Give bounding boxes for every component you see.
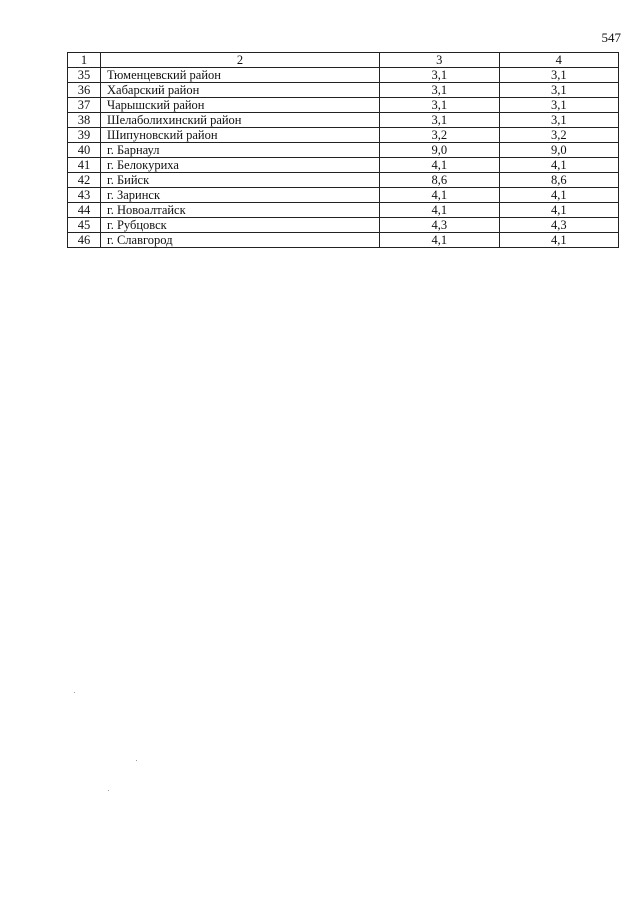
value-col-3: 9,0 xyxy=(380,143,500,158)
table-row xyxy=(68,128,619,143)
scan-speck xyxy=(108,790,109,791)
district-name: г. Рубцовск xyxy=(101,218,380,233)
table-body xyxy=(68,68,619,248)
value-col-4: 9,0 xyxy=(499,143,619,158)
scan-speck xyxy=(74,692,75,693)
scan-speck xyxy=(136,760,137,761)
district-name: г. Барнаул xyxy=(101,143,380,158)
value-col-4: 4,1 xyxy=(499,188,619,203)
row-number: 43 xyxy=(68,188,101,203)
value-col-3: 4,3 xyxy=(380,218,500,233)
data-table xyxy=(67,52,619,248)
row-number: 36 xyxy=(68,83,101,98)
table-row xyxy=(68,233,619,248)
row-number: 35 xyxy=(68,68,101,83)
district-name: Шипуновский район xyxy=(101,128,380,143)
table-row xyxy=(68,68,619,83)
value-col-4: 4,1 xyxy=(499,158,619,173)
value-col-4: 3,1 xyxy=(499,113,619,128)
row-number: 37 xyxy=(68,98,101,113)
value-col-4: 3,1 xyxy=(499,68,619,83)
value-col-4: 3,2 xyxy=(499,128,619,143)
row-number: 45 xyxy=(68,218,101,233)
column-header: 4 xyxy=(499,53,619,68)
value-col-3: 4,1 xyxy=(380,233,500,248)
value-col-4: 4,1 xyxy=(499,203,619,218)
district-name: Хабарский район xyxy=(101,83,380,98)
column-header: 1 xyxy=(68,53,101,68)
value-col-3: 4,1 xyxy=(380,203,500,218)
value-col-4: 3,1 xyxy=(499,83,619,98)
value-col-3: 3,1 xyxy=(380,68,500,83)
value-col-3: 4,1 xyxy=(380,158,500,173)
row-number: 44 xyxy=(68,203,101,218)
row-number: 42 xyxy=(68,173,101,188)
district-name: г. Бийск xyxy=(101,173,380,188)
page-number: 547 xyxy=(601,30,621,45)
district-name: г. Новоалтайск xyxy=(101,203,380,218)
district-name: Тюменцевский район xyxy=(101,68,380,83)
column-header: 3 xyxy=(380,53,500,68)
row-number: 41 xyxy=(68,158,101,173)
row-number: 40 xyxy=(68,143,101,158)
table-row xyxy=(68,98,619,113)
value-col-4: 8,6 xyxy=(499,173,619,188)
value-col-3: 3,1 xyxy=(380,98,500,113)
table-row xyxy=(68,83,619,98)
value-col-4: 4,3 xyxy=(499,218,619,233)
value-col-4: 4,1 xyxy=(499,233,619,248)
row-number: 38 xyxy=(68,113,101,128)
table-header-row xyxy=(68,53,619,68)
district-name: г. Заринск xyxy=(101,188,380,203)
table-row xyxy=(68,113,619,128)
district-name: Чарышский район xyxy=(101,98,380,113)
district-name: Шелаболихинский район xyxy=(101,113,380,128)
district-name: г. Белокуриха xyxy=(101,158,380,173)
table-row xyxy=(68,188,619,203)
value-col-3: 8,6 xyxy=(380,173,500,188)
row-number: 46 xyxy=(68,233,101,248)
value-col-3: 3,1 xyxy=(380,113,500,128)
district-name: г. Славгород xyxy=(101,233,380,248)
table-row xyxy=(68,203,619,218)
table-row xyxy=(68,158,619,173)
column-header: 2 xyxy=(101,53,380,68)
value-col-3: 3,1 xyxy=(380,83,500,98)
value-col-3: 4,1 xyxy=(380,188,500,203)
row-number: 39 xyxy=(68,128,101,143)
value-col-3: 3,2 xyxy=(380,128,500,143)
table-row xyxy=(68,218,619,233)
table-row xyxy=(68,143,619,158)
value-col-4: 3,1 xyxy=(499,98,619,113)
table-row xyxy=(68,173,619,188)
